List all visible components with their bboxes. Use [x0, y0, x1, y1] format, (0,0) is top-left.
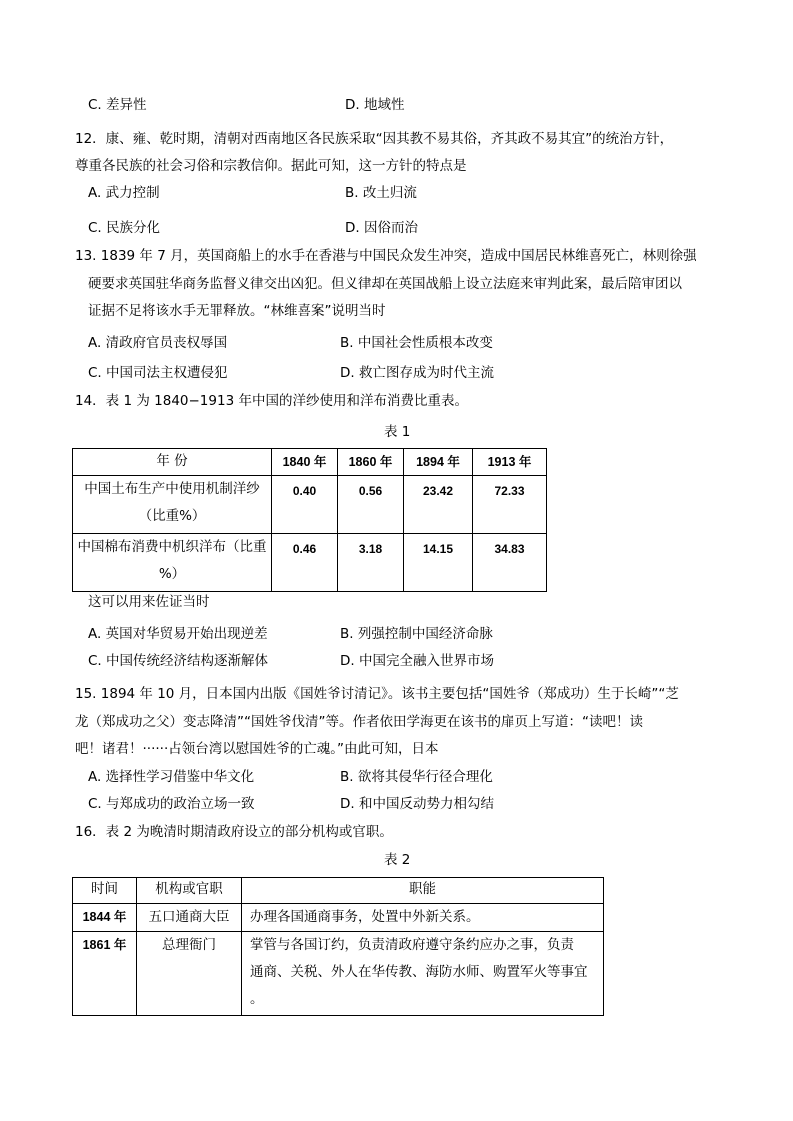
table1-cell: 0.56	[338, 476, 404, 534]
table1-cell: 0.40	[272, 476, 338, 534]
table2-cell-function	[242, 932, 604, 1016]
table1-header-1894: 1894 年	[404, 449, 473, 476]
table1-row2-label-line2: %）	[158, 566, 186, 582]
table1-cell: 14.15	[404, 534, 473, 592]
q15-stem-line2: 龙（郑成功之父）变志降清”“国姓爷伐清”等。作者依田学海更在该书的扉页上写道：“读吧！读	[75, 714, 643, 730]
q12-option-b: B. 改土归流	[345, 185, 417, 201]
q16-stem: 16．表 2 为晚清时期清政府设立的部分机构或官职。	[75, 824, 393, 840]
q13-option-a: A. 清政府官员丧权辱国	[88, 335, 228, 351]
table1-header-1860: 1860 年	[338, 449, 404, 476]
q15-stem-line3: 吧！诸君！······占领台湾以慰国姓爷的亡魂。”由此可知，日本	[75, 741, 439, 757]
q14-stem: 14．表 1 为 1840−1913 年中国的洋纱使用和洋布消费比重表。	[75, 393, 468, 409]
q15-stem-line1: 15. 1894 年 10 月，日本国内出版《国姓爷讨清记》。该书主要包括“国姓爷（郑成功）生于长崎”“芝	[75, 686, 679, 702]
table1-row-cloth	[73, 534, 547, 592]
table2	[72, 877, 604, 1016]
table2-row	[73, 932, 604, 1016]
table1-title: 表 1	[384, 424, 411, 440]
table1-row-yarn	[73, 476, 547, 534]
table1-cell: 0.46	[272, 534, 338, 592]
q15-option-c: C. 与郑成功的政治立场一致	[88, 796, 255, 812]
q13-option-c: C. 中国司法主权遭侵犯	[88, 365, 228, 381]
q14-option-d: D. 中国完全融入世界市场	[340, 653, 494, 669]
table2-cell-function: 办理各国通商事务，处置中外新关系。	[242, 904, 604, 932]
q13-stem-line1: 13. 1839 年 7 月，英国商船上的水手在香港与中国民众发生冲突，造成中国居民林维喜死亡，林则徐强	[75, 248, 697, 264]
q14-option-c: C. 中国传统经济结构逐渐解体	[88, 653, 269, 669]
table2-function-line3: 。	[250, 991, 264, 1007]
table1-cell: 23.42	[404, 476, 473, 534]
table1-cell: 3.18	[338, 534, 404, 592]
q14-after-table: 这可以用来佐证当时	[88, 594, 210, 610]
q15-option-b: B. 欲将其侵华行径合理化	[340, 769, 493, 785]
q11-option-c: C. 差异性	[88, 97, 147, 113]
table1-header-1913: 1913 年	[473, 449, 547, 476]
table1-row1-label-line2: （比重%）	[138, 508, 206, 524]
table1-row2-label	[73, 534, 272, 592]
q13-stem-line2: 硬要求英国驻华商务监督义律交出凶犯。但义律却在英国战船上设立法庭来审判此案，最后陪审团以	[88, 276, 682, 292]
table1-cell: 72.33	[473, 476, 547, 534]
table1	[72, 448, 547, 592]
q13-option-d: D. 救亡图存成为时代主流	[340, 365, 494, 381]
table2-cell-year: 1861 年	[73, 932, 137, 1016]
table2-function-line2: 通商、关税、外人在华传教、海防水师、购置军火等事宜	[250, 964, 588, 980]
table2-cell-year: 1844 年	[73, 904, 137, 932]
q13-stem-line3: 证据不足将该水手无罪释放。“林维喜案”说明当时	[88, 303, 386, 319]
q11-option-d: D. 地域性	[345, 97, 405, 113]
table2-row	[73, 904, 604, 932]
q14-option-b: B. 列强控制中国经济命脉	[340, 626, 493, 642]
table2-title: 表 2	[384, 852, 411, 868]
q12-option-d: D. 因俗而治	[345, 220, 418, 236]
table1-header-year: 年 份	[73, 449, 272, 476]
table1-header-1840: 1840 年	[272, 449, 338, 476]
table2-cell-org: 总理衙门	[137, 932, 242, 1016]
table1-row2-label-line1: 中国棉布消费中机织洋布（比重	[77, 539, 267, 555]
table1-row1-label	[73, 476, 272, 534]
table2-header-org: 机构或官职	[137, 878, 242, 904]
q15-option-a: A. 选择性学习借鉴中华文化	[88, 769, 255, 785]
q12-stem-line1: 12．康、雍、乾时期，清朝对西南地区各民族采取“因其教不易其俗，齐其政不易其宜”的统治方针，	[75, 131, 674, 147]
q14-option-a: A. 英国对华贸易开始出现逆差	[88, 626, 268, 642]
table2-header-function: 职能	[242, 878, 604, 904]
q15-option-d: D. 和中国反动势力相勾结	[340, 796, 494, 812]
table1-row1-label-line1: 中国土布生产中使用机制洋纱	[84, 481, 260, 497]
table2-function-line1: 掌管与各国订约，负责清政府遵守条约应办之事，负责	[250, 937, 574, 953]
table2-cell-org: 五口通商大臣	[137, 904, 242, 932]
q13-option-b: B. 中国社会性质根本改变	[340, 335, 493, 351]
q12-option-c: C. 民族分化	[88, 220, 161, 236]
table2-header-time: 时间	[73, 878, 137, 904]
table1-cell: 34.83	[473, 534, 547, 592]
q12-stem-line2: 尊重各民族的社会习俗和宗教信仰。据此可知，这一方针的特点是	[75, 158, 467, 174]
q12-option-a: A. 武力控制	[88, 185, 160, 201]
